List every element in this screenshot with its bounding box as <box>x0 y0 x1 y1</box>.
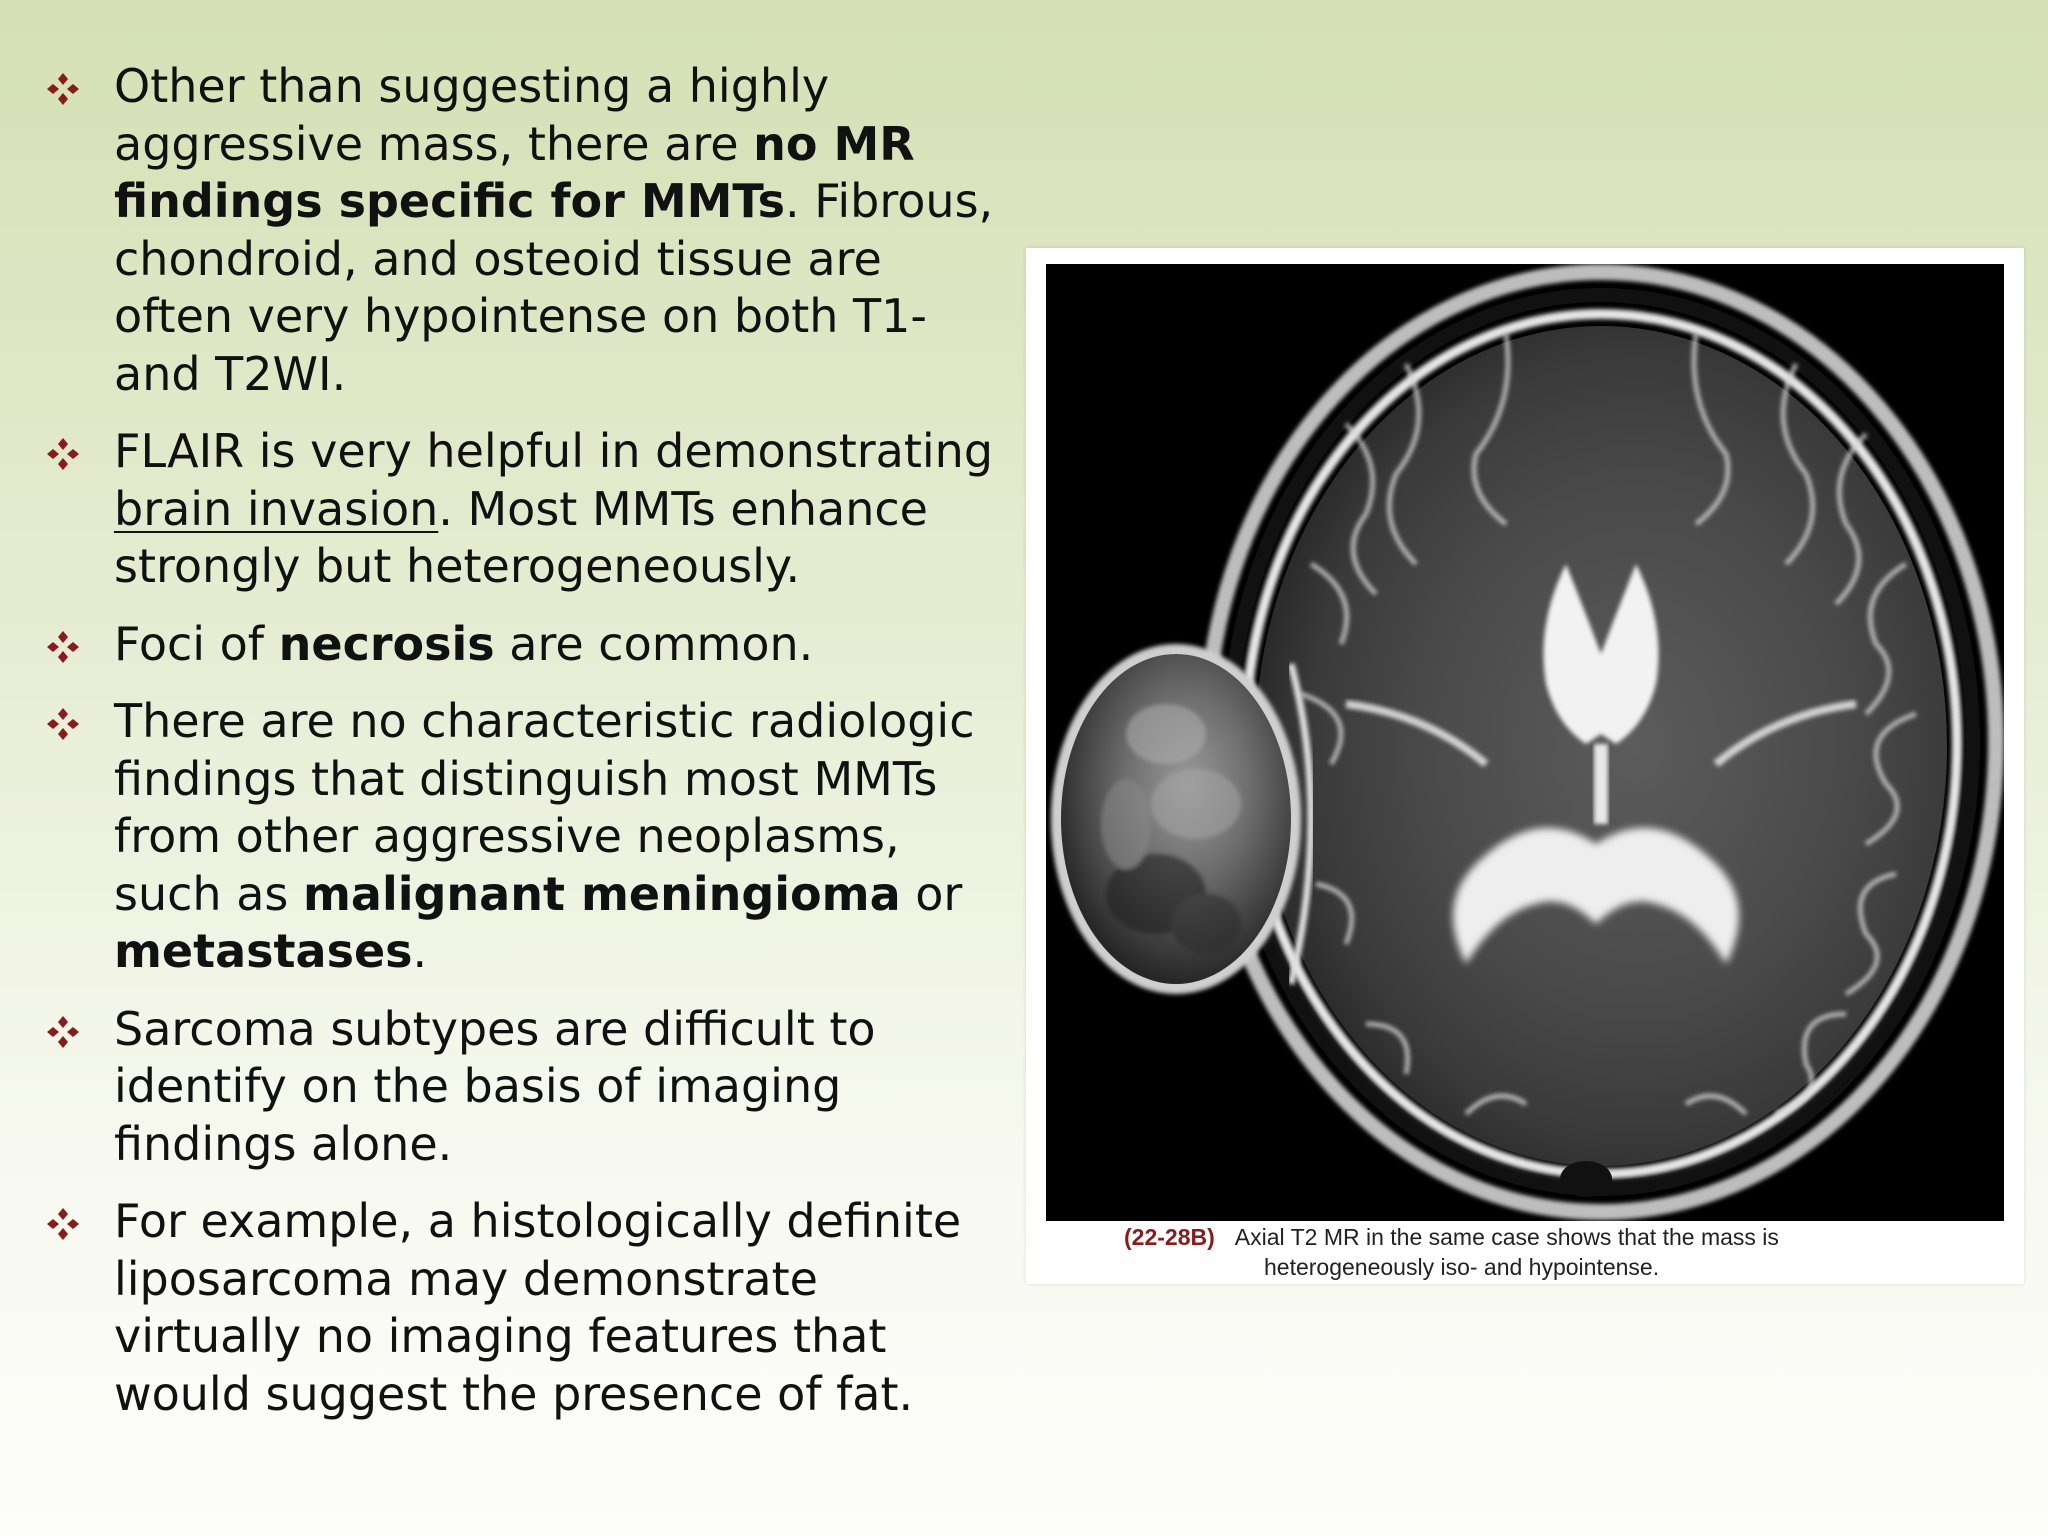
bullet-item <box>46 423 1006 596</box>
bullet-item <box>46 693 1006 981</box>
four-diamond-bullet-icon <box>46 1207 80 1241</box>
bullet-text: There are no characteristic radiologic findings that distinguish most MMTs from other aggressive neoplasms, such as malignant meningioma or metastases. <box>114 694 975 978</box>
mri-image <box>1046 264 2004 1221</box>
caption-line-2: heterogeneously iso- and hypointense. <box>1264 1254 1660 1280</box>
four-diamond-bullet-icon <box>46 437 80 471</box>
four-diamond-bullet-icon <box>46 72 80 106</box>
bullet-item <box>46 1193 1006 1423</box>
mri-figure <box>1026 248 2024 1284</box>
figure-label: (22-28B) <box>1124 1224 1215 1250</box>
bullet-text: Sarcoma subtypes are difficult to identify on the basis of imaging findings alone. <box>114 1001 876 1171</box>
four-diamond-bullet-icon <box>46 707 80 741</box>
caption-line-1: Axial T2 MR in the same case shows that the mass is <box>1234 1224 1779 1250</box>
bullet-item <box>46 58 1006 403</box>
bullet-text: Foci of necrosis are common. <box>114 616 814 671</box>
bullet-list <box>46 58 1006 1443</box>
four-diamond-bullet-icon <box>46 630 80 664</box>
figure-caption <box>1124 1222 1984 1282</box>
bullet-text: For example, a histologically definite liposarcoma may demonstrate virtually no imaging features that would suggest the presence of fat. <box>114 1194 962 1421</box>
bullet-item <box>46 1001 1006 1174</box>
bullet-text: FLAIR is very helpful in demonstrating brain invasion. Most MMTs enhance strongly but heterogeneously. <box>114 424 994 593</box>
bullet-item <box>46 616 1006 674</box>
four-diamond-bullet-icon <box>46 1015 80 1049</box>
bullet-text: Other than suggesting a highly aggressive mass, there are no MR findings specific for MMTs. Fibrous, chondroid, and osteoid tissue are often very hypointense on both T1- and T2WI. <box>114 59 994 401</box>
